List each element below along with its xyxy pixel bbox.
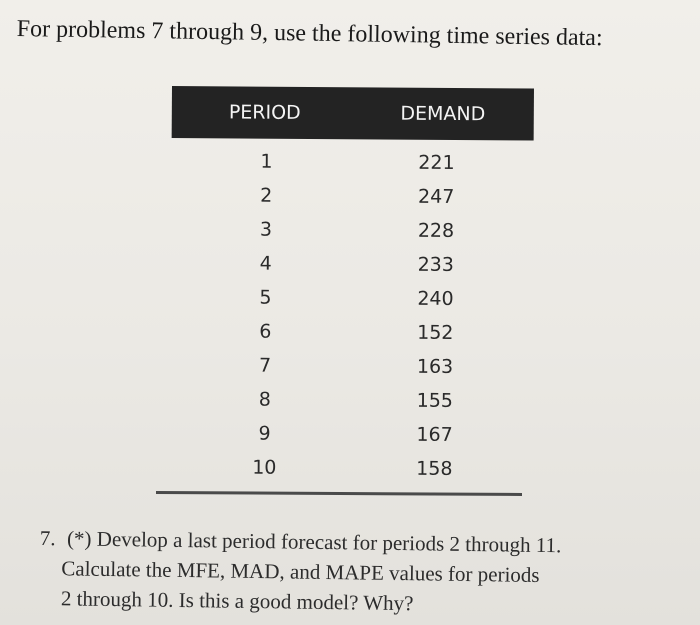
table-row	[171, 178, 533, 215]
period-cell: 8	[258, 388, 271, 411]
table-row	[170, 280, 532, 317]
table-row	[171, 212, 533, 249]
problem-7	[39, 523, 680, 622]
table-row	[169, 450, 531, 487]
intro-text: For problems 7 through 9, use the following time series data:	[16, 15, 603, 52]
period-cell: 2	[260, 184, 273, 207]
period-cell: 9	[258, 422, 271, 445]
period-cell: 1	[260, 150, 273, 173]
demand-cell: 228	[417, 219, 455, 242]
table-row	[169, 416, 531, 453]
table-bottom-rule	[156, 491, 522, 496]
table-row	[170, 348, 532, 385]
problem-number: 7.	[39, 525, 56, 551]
table-row	[170, 382, 532, 419]
demand-cell: 152	[417, 321, 454, 344]
header-period: PERIOD	[228, 101, 301, 124]
table-row	[171, 144, 533, 181]
demand-cell: 158	[416, 457, 453, 480]
period-cell: 6	[259, 320, 272, 343]
demand-cell: 221	[418, 151, 455, 174]
demand-cell: 167	[416, 423, 453, 446]
period-cell: 4	[259, 252, 272, 275]
table-header	[172, 86, 534, 141]
demand-cell: 240	[417, 287, 454, 310]
header-demand: DEMAND	[400, 102, 486, 126]
demand-cell: 163	[416, 355, 454, 378]
demand-cell: 247	[418, 185, 455, 208]
period-cell: 10	[252, 456, 277, 479]
demand-cell: 155	[416, 389, 454, 412]
problem-text-line-1: (*) Develop a last period forecast for periods 2 through 11.	[66, 526, 562, 558]
table-row	[170, 314, 532, 351]
period-cell: 7	[258, 354, 272, 377]
demand-cell: 233	[417, 253, 454, 276]
table-row	[171, 246, 533, 283]
period-cell: 3	[259, 218, 273, 241]
problem-text-line-3: 2 through 10. Is this a good model? Why?	[60, 586, 414, 616]
table-body	[169, 144, 533, 487]
problem-text-line-2: Calculate the MFE, MAD, and MAPE values for periods	[61, 556, 540, 587]
time-series-table	[169, 86, 534, 487]
period-cell: 5	[259, 286, 272, 309]
